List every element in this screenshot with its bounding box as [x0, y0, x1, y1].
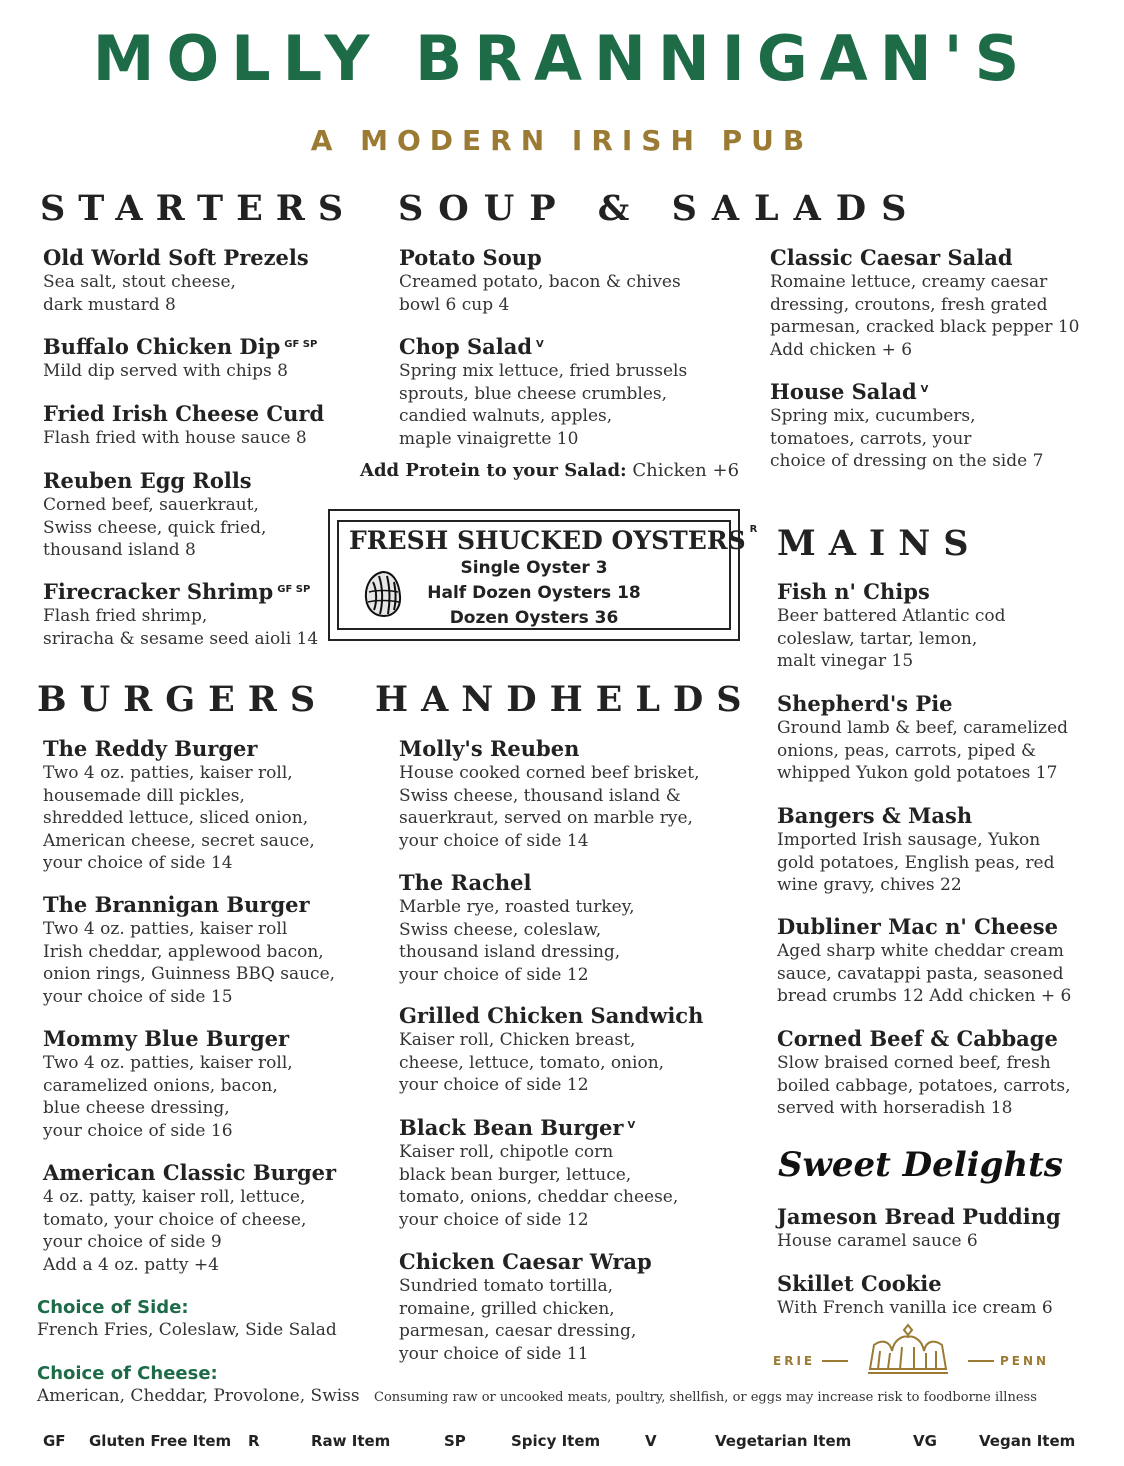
legend-code: VG [913, 1432, 937, 1450]
menu-item [399, 334, 729, 450]
choice-of-cheese-label: Choice of Cheese: [37, 1363, 218, 1384]
item-desc: 4 oz. patty, kaiser roll, lettuce, tomato, your choice of cheese, your choice of side 9 Add a 4 oz. patty +4 [43, 1187, 307, 1275]
menu-item [43, 468, 373, 562]
choice-of-side-text: French Fries, Coleslaw, Side Salad [37, 1320, 337, 1340]
menu-item [770, 379, 1100, 473]
item-desc: Spring mix lettuce, fried brussels sprouts, blue cheese crumbles, candied walnuts, apples, maple vinaigrette 10 [399, 361, 688, 449]
oyster-price-line: Dozen Oysters 36 [449, 608, 619, 628]
item-desc: Spring mix, cucumbers, tomatoes, carrots, your choice of dressing on the side 7 [770, 406, 1044, 471]
menu-item [43, 334, 373, 383]
item-desc: Romaine lettuce, creamy caesar dressing, croutons, fresh grated parmesan, cracked black pepper 10 Add chicken + 6 [770, 272, 1080, 360]
legend-label: Vegan Item [979, 1432, 1076, 1450]
menu-item [399, 736, 729, 852]
legend-code: R [248, 1432, 260, 1450]
item-name: Jameson Bread Pudding [777, 1204, 1061, 1229]
menu-item [777, 803, 1107, 897]
item-name: Chicken Caesar Wrap [399, 1249, 652, 1274]
item-name: Potato Soup [399, 245, 542, 270]
item-name: Shepherd's Pie [777, 691, 953, 716]
item-name: Fried Irish Cheese Curd [43, 401, 325, 426]
item-desc: Two 4 oz. patties, kaiser roll, caramelized onions, bacon, blue cheese dressing, your choice of side 16 [43, 1053, 293, 1141]
item-name: Skillet Cookie [777, 1271, 942, 1296]
oysters-title: FRESH SHUCKED OYSTERS $^R$ [349, 524, 758, 555]
item-name: Firecracker Shrimp $^{GF SP}$ [43, 579, 311, 604]
item-desc: Kaiser roll, chipotle corn black bean burger, lettuce, tomato, onions, cheddar cheese, your choice of side 12 [399, 1142, 679, 1230]
item-name: The Reddy Burger [43, 736, 258, 761]
menu-item [777, 1026, 1107, 1120]
section-starters: STARTERS [40, 188, 357, 229]
item-desc: Marble rye, roasted turkey, Swiss cheese, coleslaw, thousand island dressing, your choice of side 12 [399, 897, 635, 985]
item-desc: Ground lamb & beef, caramelized onions, peas, carrots, piped & whipped Yukon gold potatoes 17 [777, 718, 1069, 783]
legend-code: V [645, 1432, 657, 1450]
item-name: Dubliner Mac n' Cheese [777, 914, 1058, 939]
item-desc: With French vanilla ice cream 6 [777, 1298, 1053, 1318]
menu-item [770, 245, 1100, 361]
item-name: Fish n' Chips [777, 579, 930, 604]
legend-label: Gluten Free Item [89, 1432, 232, 1450]
menu-item [43, 1026, 373, 1142]
brand-title: MOLLY BRANNIGAN'S [92, 22, 1032, 95]
health-disclaimer: Consuming raw or uncooked meats, poultry, shellfish, or eggs may increase risk to foodborne illness [374, 1390, 1037, 1405]
legend-label: Vegetarian Item [715, 1432, 852, 1450]
item-desc: Slow braised corned beef, fresh boiled cabbage, potatoes, carrots, served with horseradish 18 [777, 1053, 1071, 1118]
menu-item [777, 914, 1107, 1008]
item-desc: Two 4 oz. patties, kaiser roll Irish cheddar, applewood bacon, onion rings, Guinness BBQ sauce, your choice of side 15 [43, 919, 336, 1007]
item-desc: House cooked corned beef brisket, Swiss cheese, thousand island & sauerkraut, served on marble rye, your choice of side 14 [399, 763, 700, 851]
legend-code: SP [444, 1432, 466, 1450]
menu-item [43, 736, 373, 875]
item-name: Grilled Chicken Sandwich [399, 1003, 704, 1028]
item-name: Black Bean Burger $^V$ [399, 1115, 636, 1140]
item-name: Classic Caesar Salad [770, 245, 1013, 270]
raw-tag: R [749, 524, 758, 535]
add-protein-note [360, 460, 739, 481]
section-burgers: BURGERS [37, 679, 329, 720]
item-name: The Rachel [399, 870, 532, 895]
item-desc: Kaiser roll, Chicken breast, cheese, lettuce, tomato, onion, your choice of side 12 [399, 1030, 665, 1095]
section-handhelds: HANDHELDS [375, 679, 755, 720]
item-desc: Beer battered Atlantic cod coleslaw, tartar, lemon, malt vinegar 15 [777, 606, 1006, 671]
menu-item [777, 579, 1107, 673]
item-name: The Brannigan Burger [43, 892, 310, 917]
menu-item [43, 1160, 373, 1276]
item-desc: Two 4 oz. patties, kaiser roll, housemade dill pickles, shredded lettuce, sliced onion, American cheese, secret sauce, your choice of side 14 [43, 763, 315, 873]
menu-item [777, 1204, 1107, 1253]
logo-rule [968, 1360, 994, 1362]
diet-tag: V [920, 384, 929, 395]
choice-of-cheese-text: American, Cheddar, Provolone, Swiss [37, 1386, 360, 1406]
menu-item [777, 691, 1107, 785]
item-desc: Imported Irish sausage, Yukon gold potatoes, English peas, red wine gravy, chives 22 [777, 830, 1055, 895]
legend-code: GF [43, 1432, 66, 1450]
item-name: House Salad $^V$ [770, 379, 929, 404]
menu-item [399, 1003, 729, 1097]
item-name: Bangers & Mash [777, 803, 973, 828]
choice-of-side-label: Choice of Side: [37, 1297, 189, 1318]
oyster-price-line: Half Dozen Oysters 18 [427, 583, 641, 603]
logo-right-word: PENN [1000, 1354, 1050, 1368]
item-name: Old World Soft Prezels [43, 245, 309, 270]
section-mains: MAINS [777, 523, 982, 564]
protein-value: Chicken +6 [632, 460, 740, 481]
item-desc: Flash fried with house sauce 8 [43, 428, 307, 448]
menu-item [399, 1115, 729, 1231]
item-desc: Corned beef, sauerkraut, Swiss cheese, quick fried, thousand island 8 [43, 495, 267, 560]
item-name: Mommy Blue Burger [43, 1026, 290, 1051]
item-desc: Sea salt, stout cheese, dark mustard 8 [43, 272, 236, 315]
item-desc: Aged sharp white cheddar cream sauce, cavatappi pasta, seasoned bread crumbs 12 Add chicken + 6 [777, 941, 1072, 1006]
item-name: Reuben Egg Rolls [43, 468, 252, 493]
logo-rule [822, 1360, 848, 1362]
oysters-box [328, 509, 758, 641]
menu-item [43, 892, 373, 1008]
diet-tag: GF SP [277, 584, 311, 595]
item-desc: Sundried tomato tortilla, romaine, grilled chicken, parmesan, caesar dressing, your choice of side 11 [399, 1276, 637, 1364]
tagline: A MODERN IRISH PUB [310, 124, 814, 157]
menu-item [399, 1249, 729, 1365]
item-name: American Classic Burger [43, 1160, 337, 1185]
section-soup-salads: SOUP & SALADS [398, 188, 922, 229]
item-name: Corned Beef & Cabbage [777, 1026, 1058, 1051]
legend-label: Raw Item [311, 1432, 391, 1450]
menu-item [399, 870, 729, 986]
item-name: Molly's Reuben [399, 736, 580, 761]
item-desc: Creamed potato, bacon & chives bowl 6 cup 4 [399, 272, 681, 315]
crown-logo-icon [866, 1323, 950, 1377]
item-name: Buffalo Chicken Dip $^{GF SP}$ [43, 334, 318, 359]
protein-label: Add Protein to your Salad: [360, 460, 627, 481]
diet-tag: V [627, 1120, 636, 1131]
menu-item [43, 579, 343, 650]
diet-tag: GF SP [284, 339, 318, 350]
logo-left-word: ERIE [773, 1354, 816, 1368]
oyster-price-line: Single Oyster 3 [460, 558, 608, 578]
section-sweet-delights: Sweet Delights [778, 1145, 1063, 1185]
diet-tag: V [536, 339, 544, 350]
oysters-inner-frame [337, 520, 758, 630]
menu-item [43, 245, 373, 316]
item-desc: Flash fried shrimp, sriracha & sesame seed aioli 14 [43, 606, 319, 649]
item-desc: Mild dip served with chips 8 [43, 361, 288, 381]
item-name: Chop Salad $^V$ [399, 334, 544, 359]
menu-item [777, 1271, 1107, 1320]
item-desc: House caramel sauce 6 [777, 1231, 978, 1251]
menu-item [43, 401, 373, 450]
menu-item [399, 245, 729, 316]
legend-label: Spicy Item [511, 1432, 601, 1450]
